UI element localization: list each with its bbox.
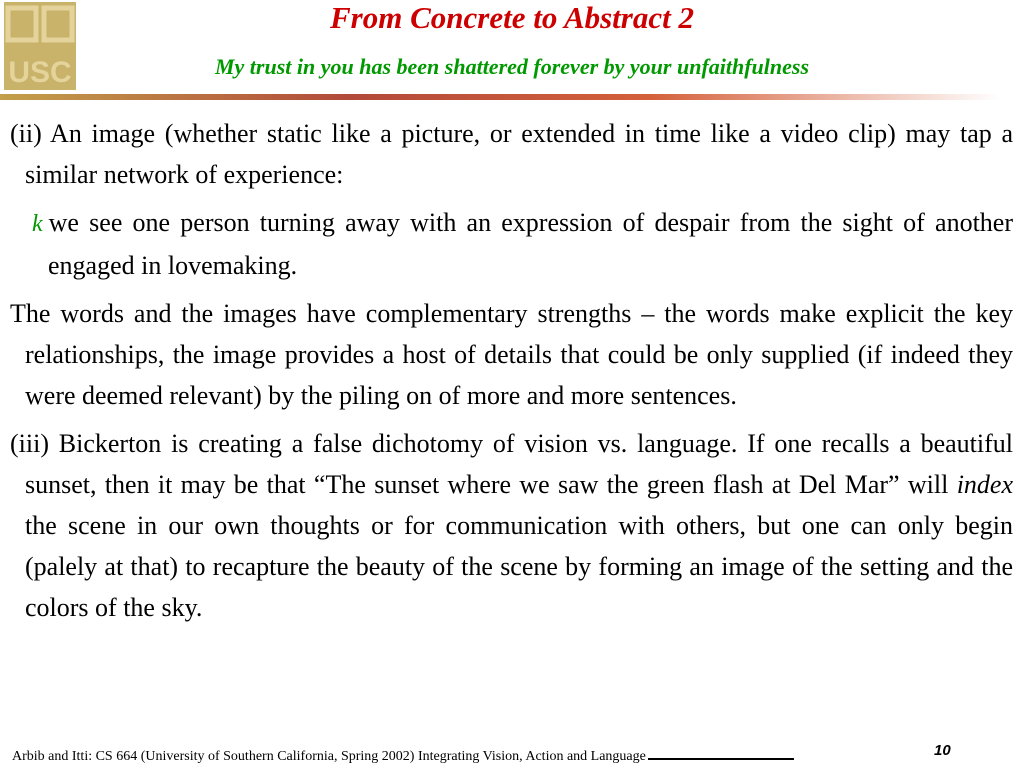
title-divider [0, 94, 1000, 100]
paragraph-iii [10, 423, 1013, 628]
paragraph-complementary: The words and the images have complementary strengths – the words make explicit the key relationships, the image provides a host of details that could be only supplied (if indeed they were deemed relevant) by the piling on of more and more sentences. [10, 299, 1013, 410]
footer-text: Arbib and Itti: CS 664 (University of Southern California, Spring 2002) Integrating Vision, Action and Language [12, 749, 646, 764]
bullet-icon: k [32, 211, 43, 237]
slide-title: From Concrete to Abstract 2 [330, 0, 694, 35]
paragraph-iii-end: the scene in our own thoughts or for communication with others, but one can only begin (palely at that) to recapture the beauty of the scene by forming an image of the setting and the colors of the sky. [25, 511, 1013, 622]
slide-body [10, 113, 1013, 635]
paragraph-iii-start: (iii) Bickerton is creating a false dichotomy of vision vs. language. If one recalls a beautiful sunset, then it may be that “The sunset where we saw the green flash at Del Mar” will [10, 429, 1013, 499]
logo-text: USC [8, 56, 72, 89]
index-emphasis: index [956, 470, 1013, 499]
paragraph-ii: (ii) An image (whether static like a picture, or extended in time like a video clip) may tap a similar network of experience: [10, 119, 1013, 189]
sub-bullet-text: we see one person turning away with an expression of despair from the sight of another engaged in lovemaking. [48, 208, 1013, 280]
footer [12, 744, 794, 765]
slide-subtitle: My trust in you has been shattered forever by your unfaithfulness [214, 54, 810, 79]
sub-bullet [32, 202, 1013, 286]
page-number: 10 [934, 742, 951, 759]
footer-underline [648, 744, 794, 760]
